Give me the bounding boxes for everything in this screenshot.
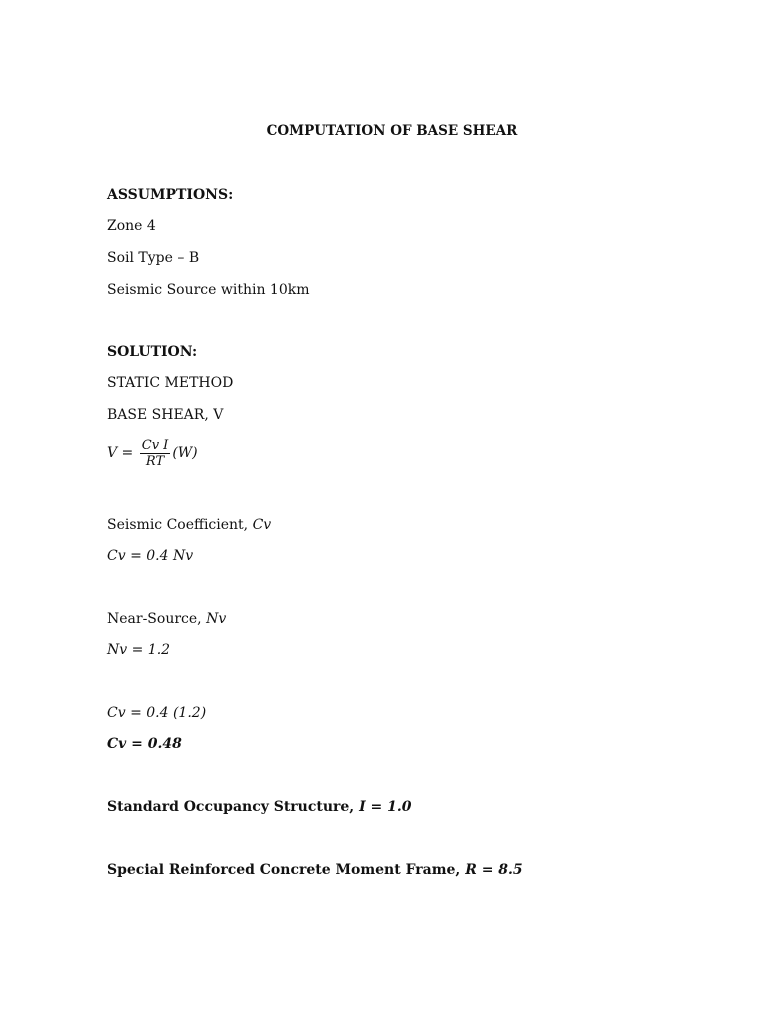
nv-equation: Nv = 1.2 — [107, 642, 171, 658]
near-source-line — [107, 610, 226, 628]
frame-equation: R = 8.5 — [465, 862, 523, 878]
seismic-coefficient-line — [107, 516, 271, 534]
near-source-label: Near-Source, — [107, 611, 207, 627]
method-label: STATIC METHOD — [107, 375, 234, 391]
frame-label: Special Reinforced Concrete Moment Frame, — [107, 862, 466, 878]
formula-numerator: Cv I — [141, 437, 169, 453]
frame-line — [107, 861, 523, 879]
assumption-seismic-source: Seismic Source within 10km — [107, 282, 310, 298]
formula-fraction — [140, 438, 171, 469]
assumptions-heading: ASSUMPTIONS: — [107, 187, 234, 203]
base-shear-label: BASE SHEAR, V — [107, 407, 224, 423]
occupancy-label: Standard Occupancy Structure, — [107, 799, 360, 815]
assumption-soil-type: Soil Type – B — [107, 250, 200, 266]
formula-lhs: V = — [107, 445, 134, 461]
cv-result: Cv = 0.48 — [107, 736, 182, 752]
cv-substitution: Cv = 0.4 (1.2) — [107, 705, 207, 721]
occupancy-equation: I = 1.0 — [359, 799, 412, 815]
near-source-symbol: Nv — [206, 611, 227, 627]
cv-equation: Cv = 0.4 Nv — [107, 548, 194, 564]
page-title: COMPUTATION OF BASE SHEAR — [266, 123, 518, 139]
base-shear-formula — [107, 434, 198, 472]
occupancy-line — [107, 798, 411, 816]
seismic-coefficient-symbol: Cv — [252, 517, 272, 533]
formula-denominator: RT — [145, 453, 165, 469]
seismic-coefficient-label: Seismic Coefficient, — [107, 517, 253, 533]
solution-heading: SOLUTION: — [107, 344, 198, 360]
formula-factor: (W) — [172, 445, 198, 461]
assumption-zone: Zone 4 — [107, 218, 156, 234]
